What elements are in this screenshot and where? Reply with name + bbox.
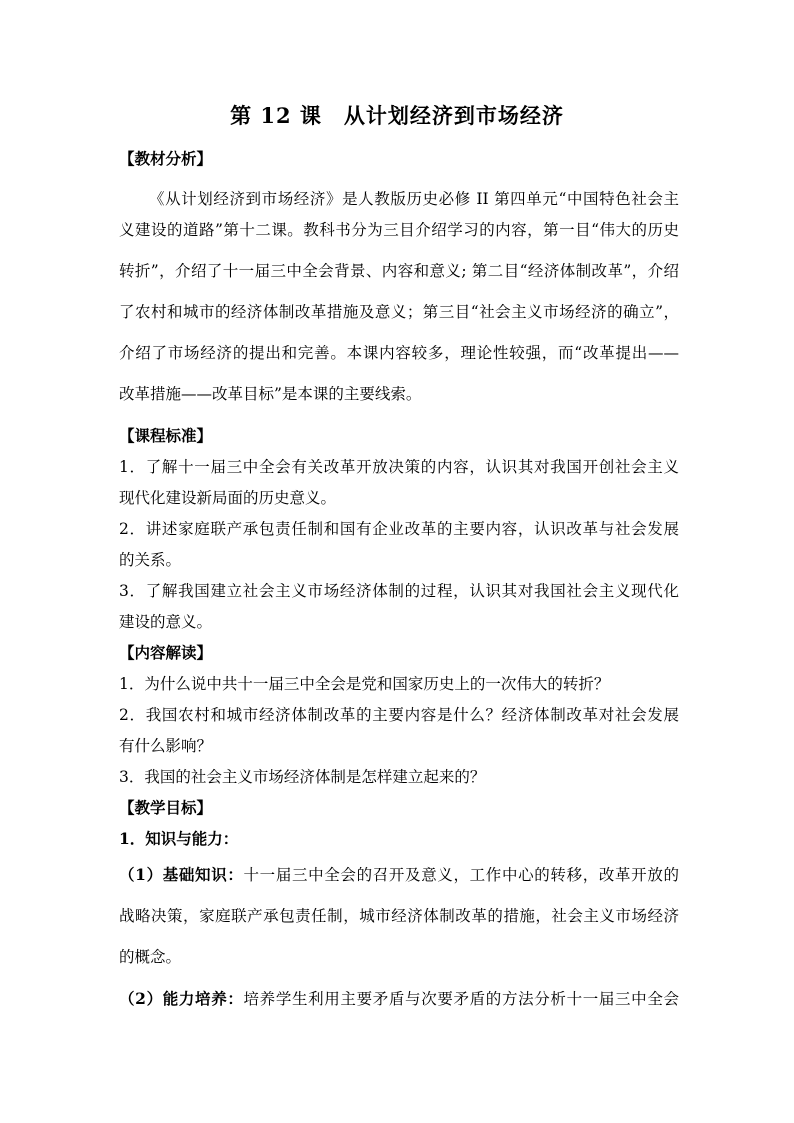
objective-item-line <box>119 988 679 1010</box>
objectives-subheading: 1．知识与能力： <box>119 829 239 848</box>
paragraph-line: 介绍了市场经济的提出和完善。本课内容较多，理论性较强，而“改革提出—— <box>119 344 679 362</box>
list-item-line: 1．了解十一届三中全会有关改革开放决策的内容，认识其对我国开创社会主义 <box>119 458 679 476</box>
list-item-line: 建设的意义。 <box>119 613 213 631</box>
section-heading-objectives: 【教学目标】 <box>119 798 213 817</box>
paragraph-line: 转折”，介绍了十一届三中全会背景、内容和意义; 第二目“经济体制改革”，介绍 <box>119 262 679 280</box>
list-item-line: 的关系。 <box>119 551 182 569</box>
objective-item-label: （1）基础知识： <box>119 865 244 884</box>
paragraph-line: 《从计划经济到市场经济》是人教版历史必修 II 第四单元“中国特色社会主 <box>149 190 679 208</box>
list-item-line: 3．了解我国建立社会主义市场经济体制的过程，认识其对我国社会主义现代化 <box>119 582 679 600</box>
section-heading-interpretation: 【内容解读】 <box>119 643 213 662</box>
page-title: 第 12 课 从计划经济到市场经济 <box>230 103 564 128</box>
paragraph-line: 改革措施——改革目标”是本课的主要线索。 <box>119 385 422 403</box>
list-item-line: 1．为什么说中共十一届三中全会是党和国家历史上的一次伟大的转折？ <box>119 675 610 693</box>
objective-item-text: 十一届三中全会的召开及意义，工作中心的转移，改革开放的 <box>243 866 679 884</box>
paragraph-line: 了农村和城市的经济体制改革措施及意义；第三目“社会主义市场经济的确立”， <box>119 303 679 321</box>
objective-item-line: 战略决策，家庭联产承包责任制，城市经济体制改革的措施，社会主义市场经济 <box>119 907 679 925</box>
list-item-line: 有什么影响？ <box>119 737 213 755</box>
objective-item-line: 的概念。 <box>119 948 182 966</box>
objective-item-label: （2）能力培养： <box>119 989 244 1008</box>
section-heading-analysis: 【教材分析】 <box>119 149 213 168</box>
list-item-line: 3．我国的社会主义市场经济体制是怎样建立起来的？ <box>119 768 486 786</box>
list-item-line: 2．讲述家庭联产承包责任制和国有企业改革的主要内容，认识改革与社会发展 <box>119 520 679 538</box>
paragraph-line: 义建设的道路”第十二课。教科书分为三目介绍学习的内容，第一目“伟大的历史 <box>119 221 679 239</box>
objective-item-text: 培养学生利用主要矛盾与次要矛盾的方法分析十一届三中全会 <box>243 990 679 1008</box>
list-item-line: 2．我国农村和城市经济体制改革的主要内容是什么？经济体制改革对社会发展 <box>119 706 679 724</box>
section-heading-standards: 【课程标准】 <box>119 426 213 445</box>
list-item-line: 现代化建设新局面的历史意义。 <box>119 489 337 507</box>
objective-item-line <box>119 864 679 886</box>
